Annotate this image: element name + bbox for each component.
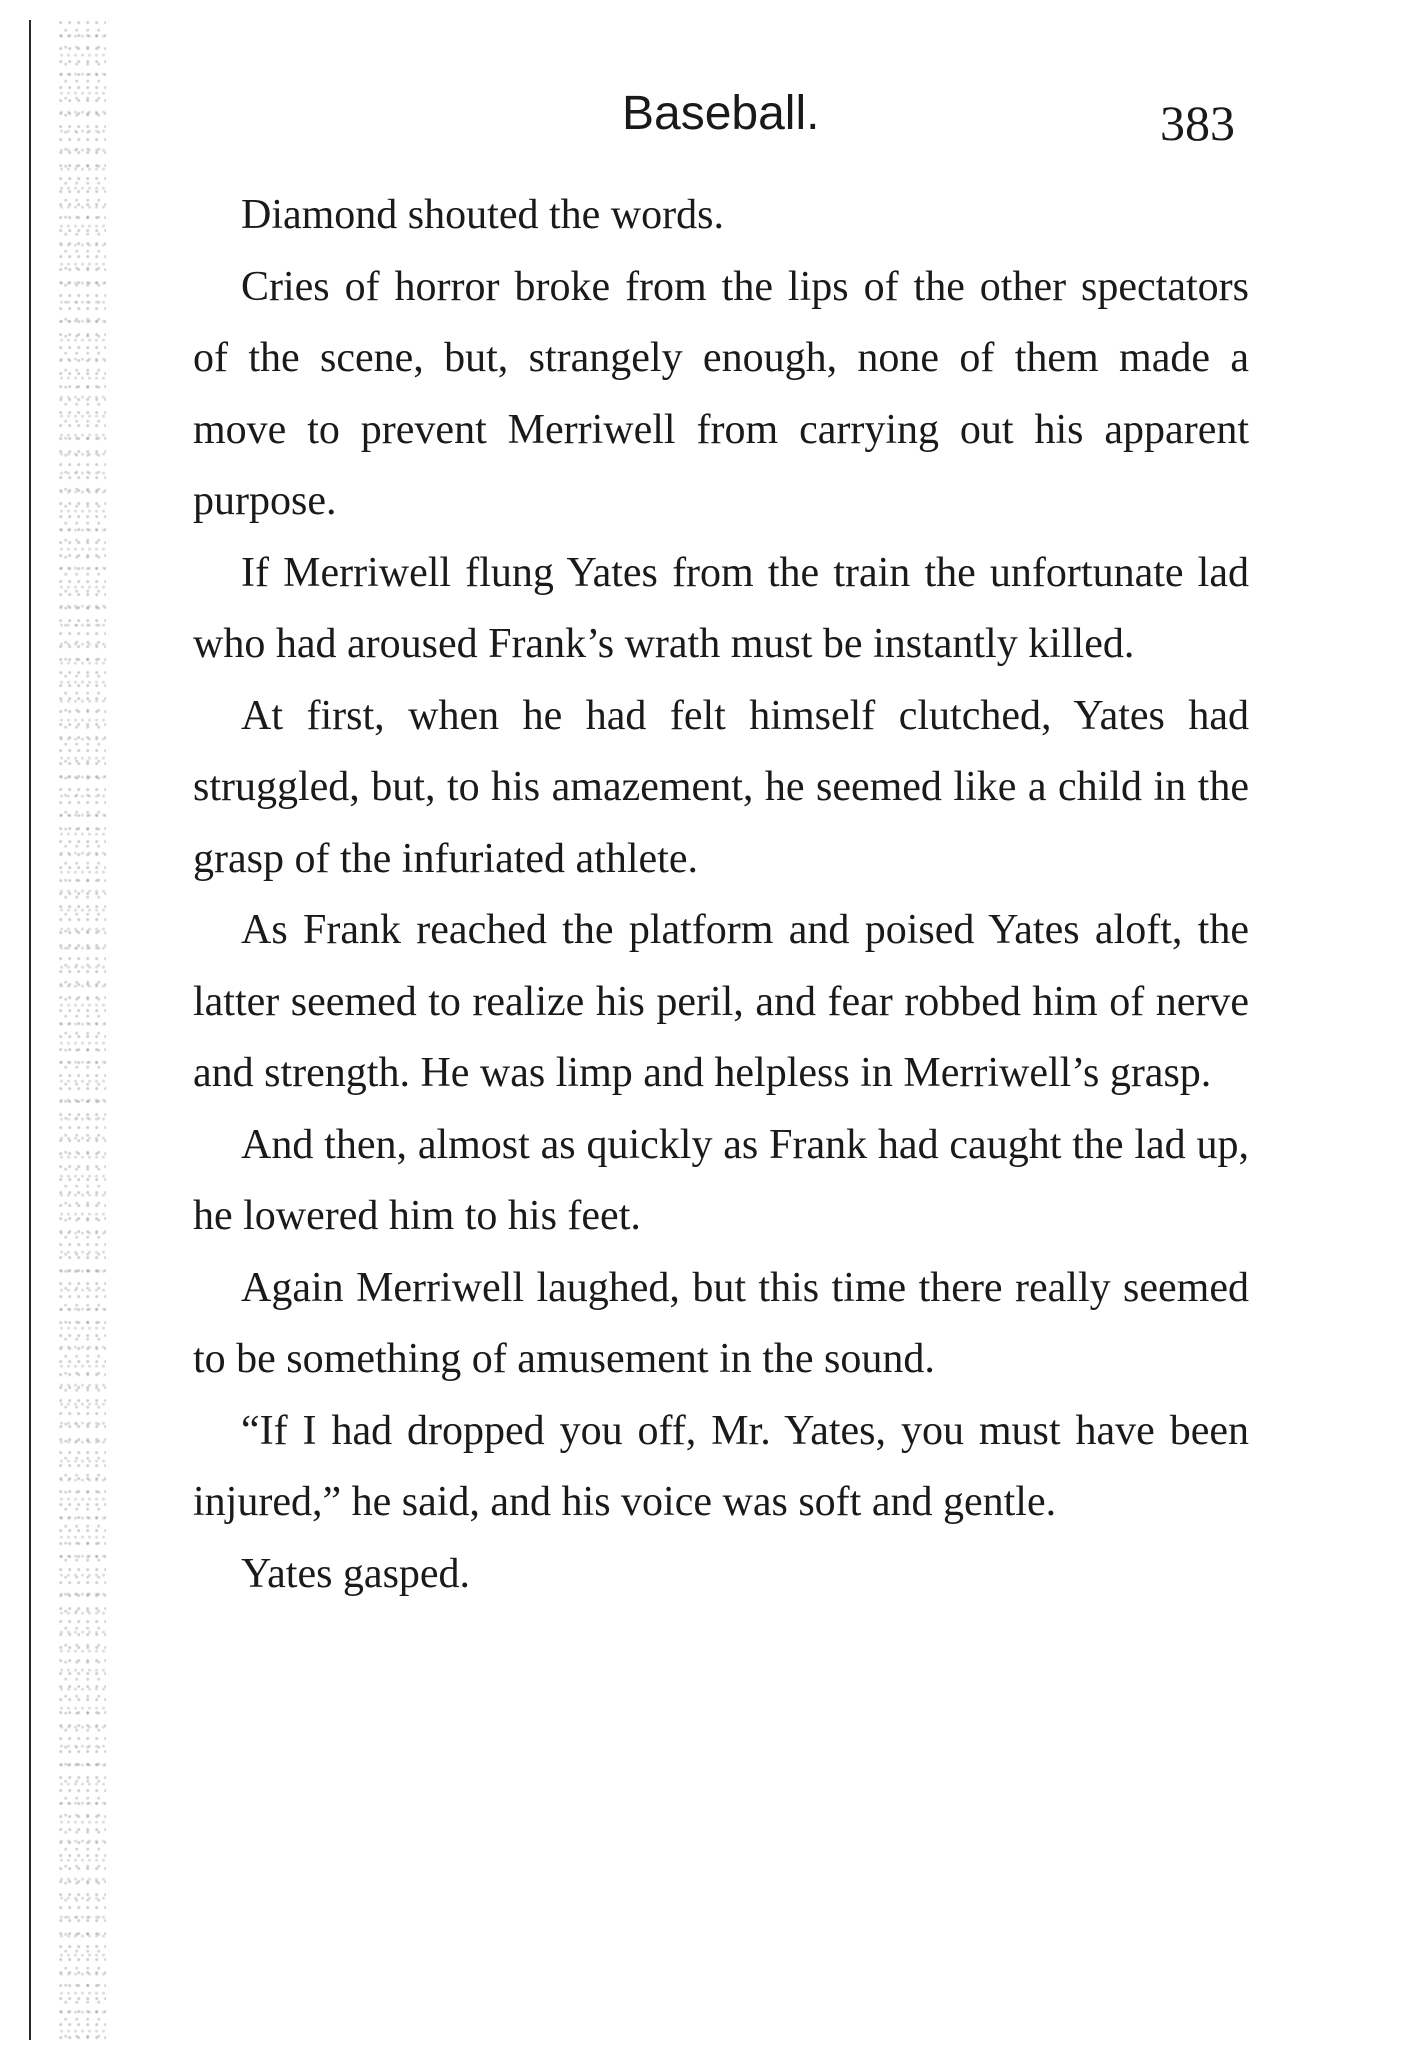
- page-header: [0, 86, 1422, 156]
- running-title: Baseball.: [622, 87, 820, 140]
- paragraph: And then, almost as quickly as Frank had caught the lad up, he lowered him to his feet.: [193, 1121, 1249, 1239]
- binding-edge-speckle: [58, 20, 106, 2040]
- binding-edge-line: [29, 20, 31, 2040]
- page-body: [193, 180, 1249, 1610]
- paragraph: “If I had dropped you off, Mr. Yates, you must have been injured,” he said, and his voice was soft and gentle.: [193, 1407, 1249, 1525]
- paragraph: Yates gasped.: [241, 1550, 471, 1597]
- paragraph: Again Merriwell laughed, but this time there really seemed to be something of amusement in the sound.: [193, 1264, 1249, 1382]
- page-number: 383: [1160, 95, 1235, 151]
- paragraph: Cries of horror broke from the lips of the other spectators of the scene, but, strangely enough, none of them made a move to prevent Merriwell from carrying out his apparent purpose.: [193, 263, 1249, 524]
- paragraph: If Merriwell flung Yates from the train the unfortunate lad who had aroused Frank’s wrath must be instantly killed.: [193, 549, 1249, 667]
- paragraph: At first, when he had felt himself clutched, Yates had struggled, but, to his amazement, he seemed like a child in the grasp of the infuriated athlete.: [193, 692, 1249, 882]
- paragraph: Diamond shouted the words.: [241, 192, 724, 238]
- paragraph: As Frank reached the platform and poised Yates aloft, the latter seemed to realize his peril, and fear robbed him of nerve and strength. He was limp and helpless in Merriwell’s grasp.: [193, 907, 1249, 1096]
